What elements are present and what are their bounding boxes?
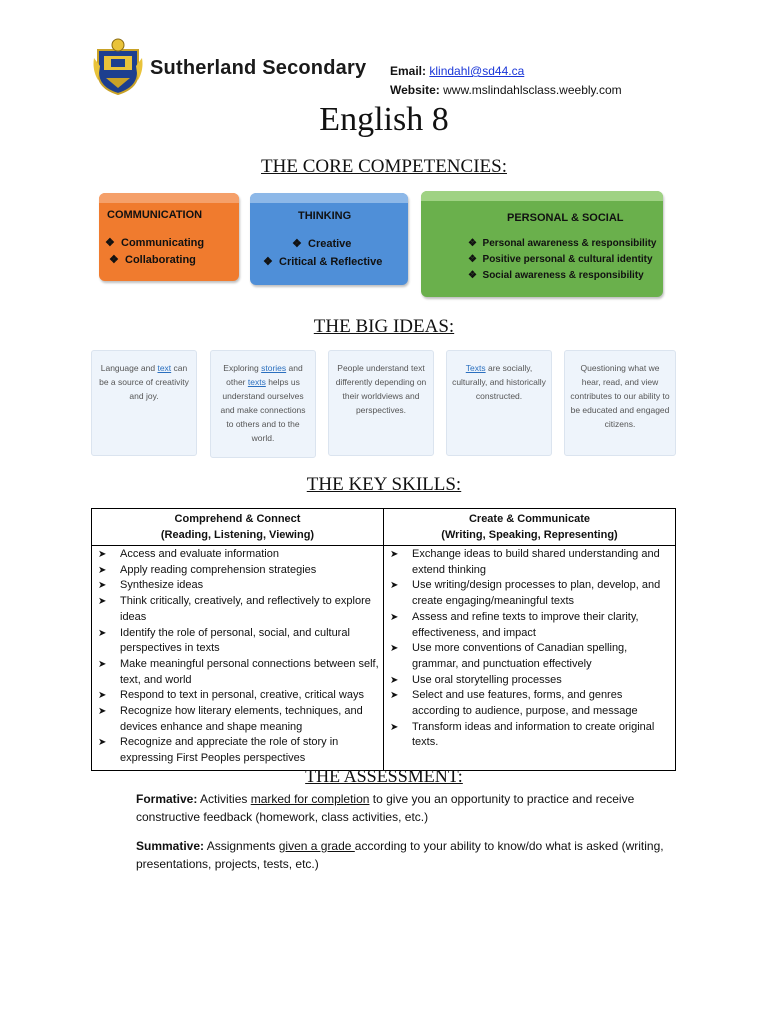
website-line (390, 83, 622, 97)
arrow-bullet-icon: ➤ (390, 611, 399, 623)
list-item (98, 704, 379, 735)
list-item-text: Think critically, creatively, and reflectively to explore ideas (120, 595, 371, 623)
arrow-bullet-icon: ➤ (98, 737, 107, 749)
diamond-bullet-icon: ❖ (292, 238, 302, 250)
list-item-text: Transform ideas and information to create original texts. (412, 720, 655, 749)
personal-social-card (421, 191, 663, 297)
list-item (98, 626, 379, 657)
arrow-bullet-icon: ➤ (98, 564, 107, 576)
card-item-text: Positive personal & cultural identity (482, 254, 653, 265)
big-idea-text: are socially, culturally, and historically constructed. (452, 363, 546, 401)
website-url[interactable]: www.mslindahlsclass.weebly.com (443, 83, 622, 97)
school-name: Sutherland Secondary (150, 57, 367, 79)
key-skills-heading: THE KEY SKILLS: (306, 474, 462, 495)
formative-label: Formative: (136, 792, 198, 806)
card-item-text: Critical & Reflective (279, 256, 383, 268)
page-title: English 8 (319, 101, 449, 138)
school-crest (92, 36, 144, 96)
card-item-text: Collaborating (125, 254, 196, 266)
card-item (105, 236, 204, 249)
arrow-bullet-icon: ➤ (98, 706, 107, 718)
diamond-bullet-icon: ❖ (109, 254, 119, 266)
big-idea-card (328, 350, 434, 456)
diamond-bullet-icon: ❖ (468, 270, 477, 281)
core-competencies-heading: THE CORE COMPETENCIES: (261, 156, 507, 177)
formative-paragraph (136, 790, 676, 826)
list-item (98, 657, 379, 688)
list-item-text: Recognize and appreciate the role of story in expressing First Peoples perspectives (120, 736, 339, 765)
create-list (384, 546, 676, 771)
arrow-bullet-icon: ➤ (390, 674, 399, 686)
arrow-bullet-icon: ➤ (390, 549, 399, 560)
card-item (263, 255, 382, 268)
table-header-row (92, 509, 676, 546)
assessment-heading: THE ASSESSMENT: (305, 766, 463, 786)
list-item (390, 720, 671, 751)
list-item-text: Synthesize ideas (120, 579, 204, 592)
card-item (468, 254, 653, 265)
comprehend-list (92, 546, 384, 771)
list-item-text: Recognize how literary elements, techniques, and devices enhance and shape meaning (120, 705, 363, 733)
formative-emphasis: marked for completion (250, 792, 370, 806)
list-item-text: Respond to text in personal, creative, critical ways (120, 689, 364, 702)
formative-text: Activities (197, 792, 251, 806)
email-line (390, 64, 524, 78)
list-item (98, 594, 379, 625)
card-item-text: Communicating (121, 237, 205, 249)
list-item-text: Identify the role of personal, social, and cultural perspectives in texts (120, 626, 350, 655)
card-item (468, 238, 657, 249)
arrow-bullet-icon: ➤ (98, 549, 107, 560)
big-idea-card (91, 350, 197, 456)
big-idea-text: People understand text differently depending on their worldviews and perspectives. (335, 363, 427, 415)
list-item-text: Use oral storytelling processes (412, 673, 562, 686)
big-idea-text: Questioning what we hear, read, and view contributes to our ability to be educated and engaged citizens. (570, 363, 670, 429)
arrow-bullet-icon: ➤ (98, 627, 107, 639)
card-item (468, 270, 644, 281)
card-item (292, 237, 351, 250)
list-item (390, 673, 671, 689)
email-label: Email: (390, 64, 427, 78)
list-item-text: Use writing/design processes to plan, develop, and create engaging/meaningful texts (412, 579, 661, 608)
list-item (98, 688, 379, 704)
summative-emphasis: given a grade (278, 839, 355, 853)
column-subtitle: (Writing, Speaking, Representing) (441, 529, 618, 541)
big-idea-card (446, 350, 552, 456)
big-idea-text: helps us understand ourselves and make connections to others and to the world. (220, 377, 306, 443)
big-ideas-heading: THE BIG IDEAS: (313, 316, 455, 337)
big-idea-link[interactable]: texts (247, 377, 266, 387)
column-title: Create & Communicate (468, 513, 591, 525)
card-item (109, 253, 196, 266)
key-skills-table (91, 508, 676, 771)
website-label: Website: (390, 83, 440, 97)
column-header (92, 509, 384, 546)
list-item-text: Make meaningful personal connections between self, text, and world (120, 657, 379, 686)
big-idea-link[interactable]: Texts (465, 363, 486, 373)
card-item-text: Creative (308, 238, 352, 250)
list-item-text: Access and evaluate information (120, 548, 279, 560)
arrow-bullet-icon: ➤ (98, 658, 107, 670)
list-item (390, 547, 671, 578)
summative-paragraph (136, 837, 676, 873)
arrow-bullet-icon: ➤ (390, 690, 399, 702)
card-item-text: Personal awareness & responsibility (482, 238, 657, 249)
big-idea-text: Exploring (223, 363, 262, 373)
summative-text: according to your ability to know/do what is asked (writing, presentations, projects, tests, etc.) (136, 839, 664, 871)
list-item (390, 641, 671, 672)
formative-text: to give you an opportunity to practice and receive constructive feedback (homework, class activities, etc.) (136, 792, 635, 824)
list-item (98, 578, 379, 594)
communication-card (99, 193, 239, 281)
diamond-bullet-icon: ❖ (468, 238, 477, 249)
list-item-text: Use more conventions of Canadian spelling, grammar, and punctuation effectively (412, 642, 628, 670)
list-item (390, 688, 671, 719)
summative-label: Summative: (136, 839, 205, 853)
big-idea-link[interactable]: stories (261, 363, 287, 373)
list-item-text: Apply reading comprehension strategies (120, 563, 317, 576)
list-item-text: Assess and refine texts to improve their clarity, effectiveness, and impact (412, 610, 639, 639)
arrow-bullet-icon: ➤ (98, 690, 107, 702)
big-idea-text: can be a source of creativity and joy. (99, 363, 189, 401)
arrow-bullet-icon: ➤ (390, 580, 399, 592)
arrow-bullet-icon: ➤ (390, 721, 399, 733)
big-idea-card (564, 350, 676, 456)
diamond-bullet-icon: ❖ (468, 254, 477, 265)
table-row (92, 546, 676, 771)
thinking-card (250, 193, 408, 285)
diamond-bullet-icon: ❖ (105, 237, 115, 249)
column-subtitle: (Reading, Listening, Viewing) (160, 529, 315, 541)
email-link[interactable]: klindahl@sd44.ca (429, 64, 525, 78)
arrow-bullet-icon: ➤ (390, 643, 399, 655)
list-item (390, 610, 671, 641)
card-title: THINKING (298, 210, 352, 222)
list-item (98, 563, 379, 579)
big-idea-card (210, 350, 316, 458)
list-item (98, 547, 379, 563)
card-title: PERSONAL & SOCIAL (507, 212, 624, 224)
list-item (390, 578, 671, 609)
list-item-text: Exchange ideas to build shared understanding and extend thinking (412, 548, 660, 576)
arrow-bullet-icon: ➤ (98, 596, 107, 608)
big-idea-link[interactable]: text (157, 363, 172, 373)
summative-text: Assignments (204, 839, 279, 853)
column-title: Comprehend & Connect (174, 513, 301, 525)
list-item (98, 735, 379, 766)
big-idea-text: and other (226, 363, 303, 387)
big-idea-text: Language and (100, 363, 158, 373)
diamond-bullet-icon: ❖ (263, 256, 273, 268)
card-item-text: Social awareness & responsibility (482, 270, 644, 281)
arrow-bullet-icon: ➤ (98, 580, 107, 592)
column-header (384, 509, 676, 546)
card-title: COMMUNICATION (107, 209, 203, 221)
list-item-text: Select and use features, forms, and genres according to audience, purpose, and message (412, 689, 638, 718)
